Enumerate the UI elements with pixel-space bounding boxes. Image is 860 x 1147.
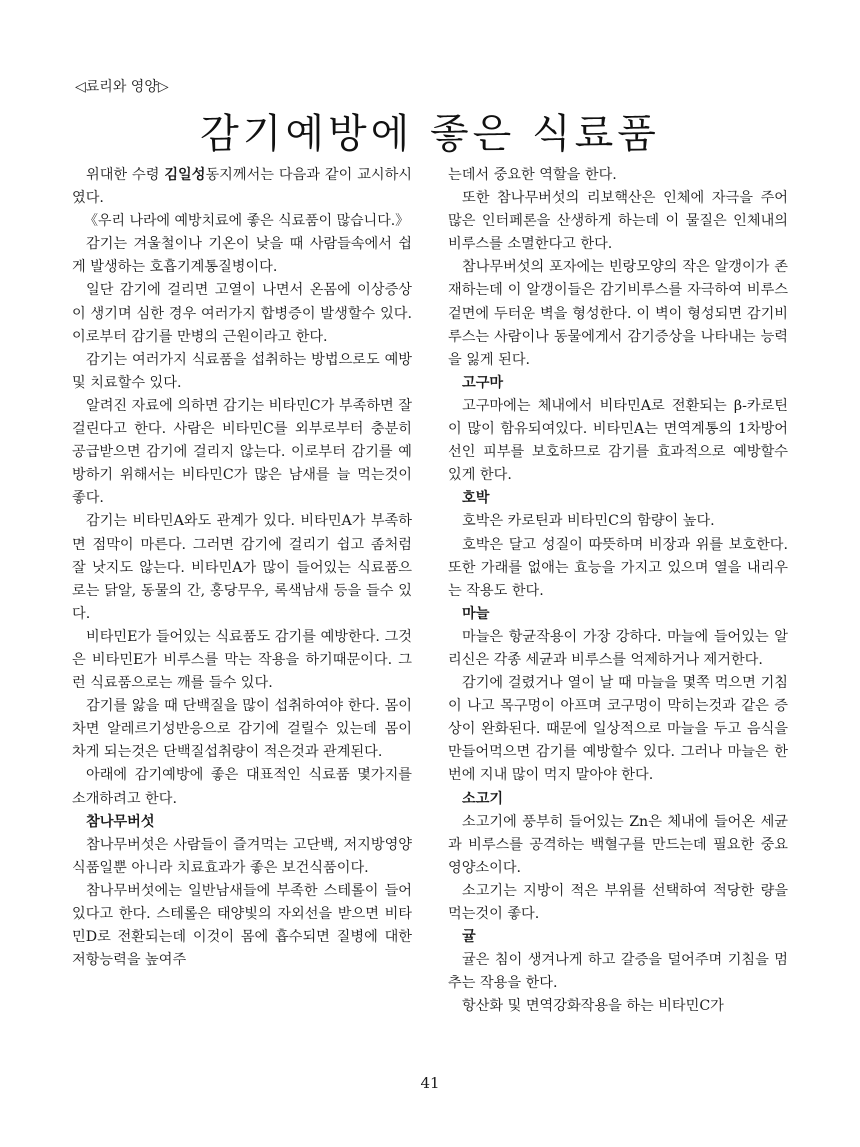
paragraph: 아래에 감기예방에 좋은 대표적인 식료품 몇가지를 소개하려고 한다. <box>72 767 412 807</box>
intro-paragraph <box>72 164 412 210</box>
paragraph: 마늘은 항균작용이 가장 강하다. 마늘에 들어있는 알리신은 각종 세균과 비루스를 억제하거나 제거한다. <box>448 628 788 668</box>
subheading-sweet-potato: 고구마 <box>462 374 504 391</box>
intro-after: 동지께서는 다음과 같이 교시하시였다. <box>72 167 413 207</box>
page-number: 41 <box>420 1074 440 1092</box>
subheading-beef: 소고기 <box>462 790 504 807</box>
paragraph: 소고기는 지방이 적은 부위를 선택하여 적당한 량을 먹는것이 좋다. <box>448 882 788 922</box>
subheading-oak-mushroom: 참나무버섯 <box>86 813 155 830</box>
paragraph: 호박은 카로틴과 비타민C의 함량이 높다. <box>462 513 715 530</box>
paragraph: 참나무버섯은 사람들이 즐겨먹는 고단백, 저지방영양식품일뿐 아니라 치료효과가 좋은 보건식품이다. <box>72 836 412 876</box>
paragraph: 알려진 자료에 의하면 감기는 비타민C가 부족하면 잘 걸린다고 한다. 사람은 비타민C를 외부로부터 충분히 공급받으면 감기에 걸리지 않는다. 이로부터 감기를 예방하기 위해서는 비타민C가 많은 남새를 늘 먹는것이 좋다. <box>72 397 412 507</box>
subheading-garlic: 마늘 <box>462 605 490 622</box>
paragraph: 참나무버섯에는 일반남새들에 부족한 스테롤이 들어있다고 한다. 스테롤은 태양빛의 자외선을 받으면 비타민D로 전환되는데 이것이 몸에 흡수되면 질병에 대한 저항능력을 높여주 <box>72 882 412 969</box>
paragraph: 는데서 중요한 역할을 한다. <box>448 167 617 183</box>
paragraph: 참나무버섯의 포자에는 빈랑모양의 작은 알갱이가 존재하는데 이 알갱이들은 감기비루스를 자극하여 비루스겉면에 두터운 벽을 형성한다. 이 벽이 형성되면 감기비루스는 사람이나 동물에게서 감기증상을 나타내는 능력을 잃게 된다. <box>448 259 788 368</box>
leader-name: 김일성 <box>164 167 206 183</box>
subheading-pumpkin: 호박 <box>462 490 490 507</box>
paragraph: 항산화 및 면역강화작용을 하는 비타민C가 <box>462 998 724 1015</box>
paragraph: 호박은 달고 성질이 따뜻하며 비장과 위를 보호한다. 또한 가래를 없애는 효능을 가지고 있으며 열을 내리우는 작용도 한다. <box>448 536 788 599</box>
paragraph: 소고기에 풍부히 들어있는 Zn은 체내에 들어온 세균과 비루스를 공격하는 백혈구를 만드는데 필요한 중요영양소이다. <box>448 813 788 876</box>
paragraph: 감기는 비타민A와도 관계가 있다. 비타민A가 부족하면 점막이 마른다. 그러면 감기에 걸리기 쉽고 좀처럼 잘 낫지도 않는다. 비타민A가 많이 들어있는 식료품으로는 닭알, 동물의 간, 홍당무우, 록색남새 등을 들수 있다. <box>72 513 412 622</box>
paragraph: 귤은 침이 생겨나게 하고 갈증을 덜어주며 기침을 멈추는 작용을 한다. <box>448 952 788 992</box>
left-column <box>72 164 412 972</box>
paragraph: 감기는 여러가지 식료품을 섭취하는 방법으로도 예방 및 치료할수 있다. <box>72 351 412 391</box>
intro-before: 위대한 수령 <box>86 167 165 183</box>
subheading-tangerine: 귤 <box>462 929 476 946</box>
paragraph: 감기를 앓을 때 단백질을 많이 섭취하여야 한다. 몸이 차면 알레르기성반응으로 감기에 걸릴수 있는데 몸이 차게 되는것은 단백질섭취량이 적은것과 관계된다. <box>72 698 412 761</box>
paragraph: 감기는 겨울철이나 기온이 낮을 때 사람들속에서 쉽게 발생하는 호흡기계통질병이다. <box>72 236 412 276</box>
paragraph: 또한 참나무버섯의 리보핵산은 인체에 자극을 주어 많은 인터페론을 산생하게 하는데 이 물질은 인체내의 비루스를 소멸한다고 한다. <box>448 190 788 253</box>
paragraph: 고구마에는 체내에서 비타민A로 전환되는 β-카로틴이 많이 함유되여있다. 비타민A는 면역계통의 1차방어선인 피부를 보호하므로 감기를 효과적으로 예방할수 있게 한다. <box>448 397 788 484</box>
paragraph: 비타민E가 들어있는 식료품도 감기를 예방한다. 그것은 비타민E가 비루스를 막는 작용을 하기때문이다. 그런 식료품으로는 깨를 들수 있다. <box>72 628 412 692</box>
section-label: ◁료리와 영양▷ <box>75 79 169 95</box>
paragraph: 감기에 걸렸거나 열이 날 때 마늘을 몇쪽 먹으면 기침이 나고 목구멍이 아프며 코구멍이 막히는것과 같은 증상이 완화된다. 때문에 일상적으로 마늘을 두고 음식을 만들어먹으면 감기를 예방할수 있다. 그러나 마늘은 한번에 지내 많이 먹지 말아야 한다. <box>448 675 788 784</box>
right-column <box>448 164 788 1018</box>
quote-paragraph: 《우리 나라에 예방치료에 좋은 식료품이 많습니다.》 <box>84 213 410 230</box>
paragraph: 일단 감기에 걸리면 고열이 나면서 온몸에 이상증상이 생기며 심한 경우 여러가지 합병증이 발생할수 있다. 이로부터 감기를 만병의 근원이라고 한다. <box>72 282 412 345</box>
article-title: 감기예방에 좋은 식료품 <box>200 111 660 157</box>
